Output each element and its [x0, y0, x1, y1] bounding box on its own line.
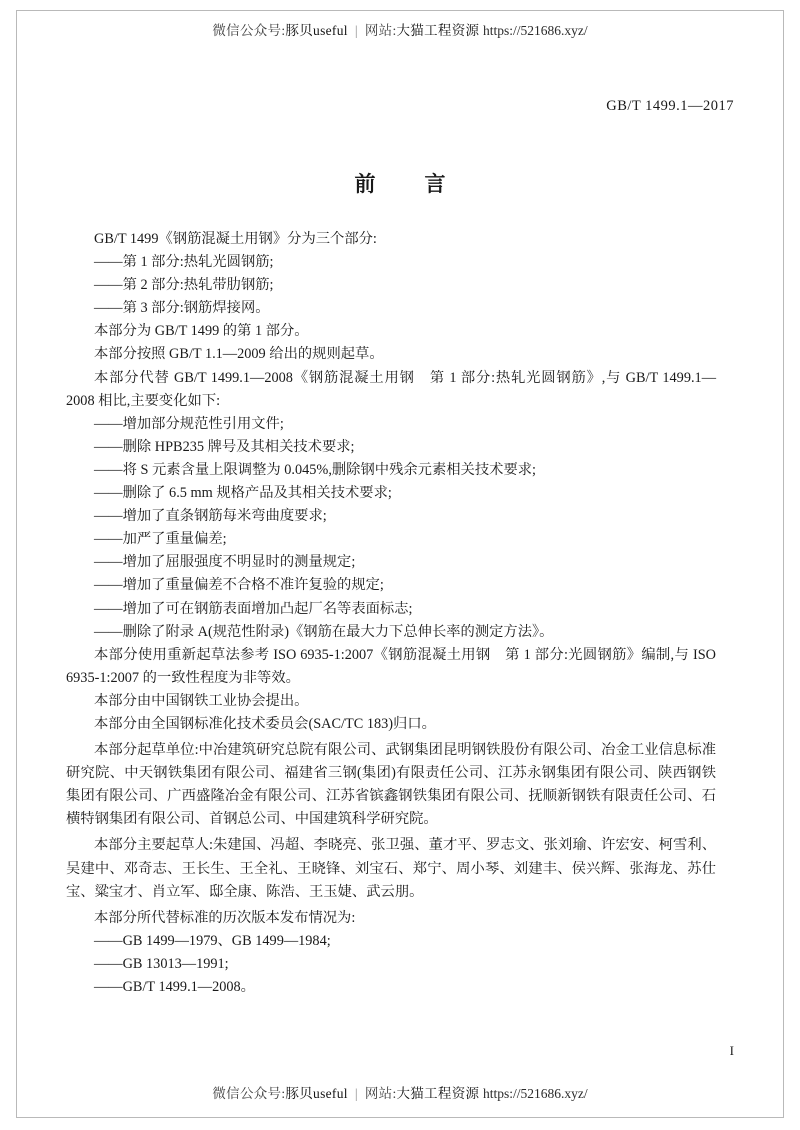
foreword-list-item: ——增加了屈服强度不明显时的测量规定; [94, 554, 356, 571]
foreword-paragraph: 本部分为 GB/T 1499 的第 1 部分。 [94, 323, 309, 340]
foreword-list-item: ——删除了 6.5 mm 规格产品及其相关技术要求; [94, 485, 392, 502]
foreword-paragraph: 本部分由全国钢标准化技术委员会(SAC/TC 183)归口。 [94, 715, 436, 732]
foreword-list-item: ——增加了重量偏差不合格不准许复验的规定; [94, 577, 384, 594]
foreword-list-item: ——删除 HPB235 牌号及其相关技术要求; [94, 438, 355, 455]
foreword-paragraph: 本部分所代替标准的历次版本发布情况为: [94, 909, 356, 926]
page-content [66, 0, 734, 1130]
watermark-separator: | [354, 23, 358, 38]
foreword-paragraph: 本部分由中国钢铁工业协会提出。 [94, 692, 309, 709]
foreword-list-item: ——GB/T 1499.1—2008。 [94, 979, 255, 995]
page-title: 前 言 [354, 172, 460, 196]
foreword-paragraph: GB/T 1499《钢筋混凝土用钢》分为三个部分: [94, 231, 377, 247]
foreword-paragraph: 本部分主要起草人:朱建国、冯超、李晓亮、张卫强、董才平、罗志文、张刘瑜、许宏安、柯雪利、吴建中、邓奇志、王长生、王全礼、王晓锋、刘宝石、郑宁、周小琴、刘建丰、侯兴辉、张海龙、苏仕宝、粱宝才、肖立军、邸全康、陈浩、王玉婕、武云朋。 [66, 837, 716, 900]
foreword-paragraph: 本部分代替 GB/T 1499.1—2008《钢筋混凝土用钢 第 1 部分:热轧光圆钢筋》,与 GB/T 1499.1—2008 相比,主要变化如下: [66, 369, 716, 409]
watermark-bottom [0, 1082, 800, 1102]
watermark-site-label: 网站: [364, 1086, 397, 1101]
foreword-list-item: ——增加部分规范性引用文件; [94, 415, 284, 432]
foreword-list-item: ——加严了重量偏差; [94, 531, 227, 548]
foreword-list-item: ——删除了附录 A(规范性附录)《钢筋在最大力下总伸长率的测定方法》。 [94, 623, 554, 640]
foreword-paragraph: 本部分按照 GB/T 1.1—2009 给出的规则起草。 [94, 346, 384, 363]
foreword-list-item: ——增加了可在钢筋表面增加凸起厂名等表面标志; [94, 600, 413, 617]
watermark-site-name: 大猫工程资源 [396, 1086, 480, 1101]
watermark-site-label: 网站: [364, 23, 397, 38]
page-number: I [729, 1043, 734, 1058]
foreword-list-item: ——第 3 部分:钢筋焊接网。 [94, 300, 270, 317]
watermark-separator: | [354, 1086, 358, 1101]
foreword-body [66, 228, 716, 999]
foreword-list-item: ——增加了直条钢筋每米弯曲度要求; [94, 508, 327, 525]
watermark-url: https://521686.xyz/ [483, 23, 588, 38]
watermark-url: https://521686.xyz/ [483, 1086, 588, 1101]
watermark-wechat-name: 豚贝useful [285, 1086, 348, 1101]
watermark-wechat-name: 豚贝useful [285, 23, 348, 38]
foreword-paragraph: 本部分使用重新起草法参考 ISO 6935-1:2007《钢筋混凝土用钢 第 1 部分:光圆钢筋》编制,与 ISO 6935-1:2007 的一致性程度为非等效。 [66, 646, 716, 686]
foreword-list-item: ——GB 13013—1991; [94, 955, 229, 972]
watermark-wechat-label: 微信公众号: [212, 1086, 286, 1101]
foreword-list-item: ——将 S 元素含量上限调整为 0.045%,删除钢中残余元素相关技术要求; [94, 461, 537, 478]
watermark-site-name: 大猫工程资源 [396, 23, 480, 38]
foreword-paragraph: 本部分起草单位:中冶建筑研究总院有限公司、武钢集团昆明钢铁股份有限公司、冶金工业信息标准研究院、中天钢铁集团有限公司、福建省三钢(集团)有限责任公司、江苏永钢集团有限公司、陕西钢铁集团有限公司、广西盛隆冶金有限公司、江苏省镔鑫钢铁集团有限公司、抚顺新钢铁有限责任公司、石横特钢集团有限公司、首钢总公司、中国建筑科学研究院。 [66, 742, 716, 828]
standard-code: GB/T 1499.1—2017 [606, 98, 734, 114]
foreword-list-item: ——第 2 部分:热轧带肋钢筋; [94, 277, 274, 294]
watermark-wechat-label: 微信公众号: [212, 23, 286, 38]
foreword-list-item: ——GB 1499—1979、GB 1499—1984; [94, 932, 331, 949]
foreword-list-item: ——第 1 部分:热轧光圆钢筋; [94, 254, 274, 271]
